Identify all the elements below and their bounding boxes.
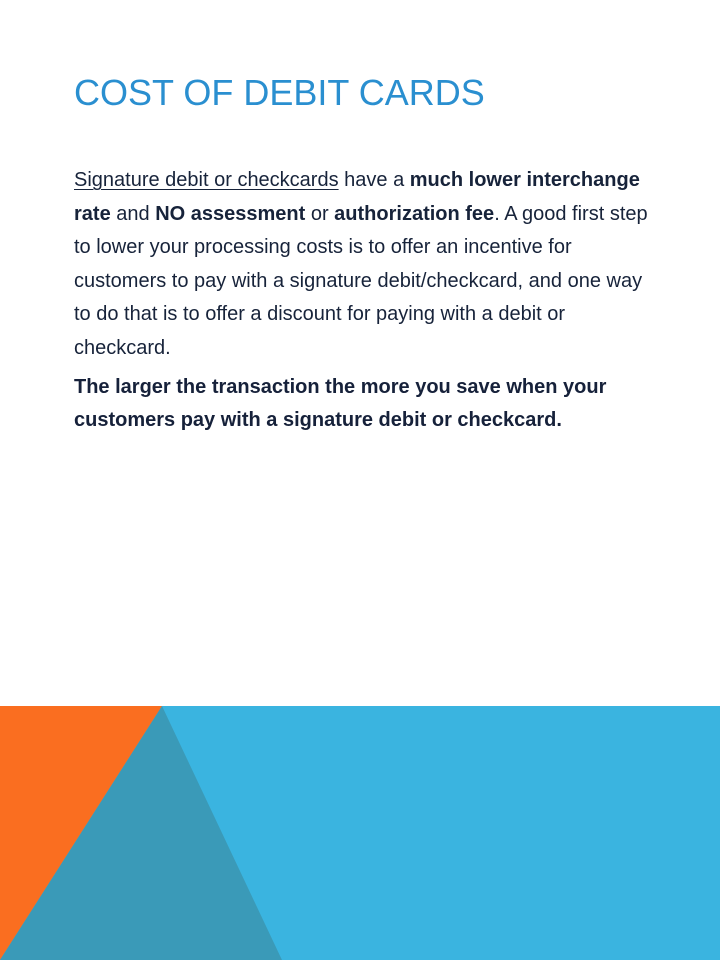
text-segment: . A good first step to lower your processing costs is to offer an incentive for customers to pay with a signature debit/checkcard, and one way to do that is to offer a discount for paying with a debit or checkcard.	[74, 202, 648, 359]
body-paragraph-2: The larger the transaction the more you save when your customers pay with a signature debit or checkcard.	[74, 376, 607, 431]
signature-debit-link[interactable]: Signature debit or checkcards	[74, 169, 339, 191]
slide-title: COST OF DEBIT CARDS	[74, 72, 485, 113]
decorative-footer-graphic	[0, 706, 720, 960]
emphasis-no-assessment: NO assessment	[155, 202, 306, 225]
body-paragraph-1	[74, 164, 664, 365]
slide-body	[74, 164, 664, 437]
text-segment: and	[110, 202, 156, 225]
emphasis-interchange-rate: much lower interchange rate	[74, 169, 640, 225]
emphasis-authorization-fee: authorization fee	[334, 202, 495, 225]
text-segment: have a	[338, 169, 410, 191]
text-segment: or	[305, 202, 335, 225]
